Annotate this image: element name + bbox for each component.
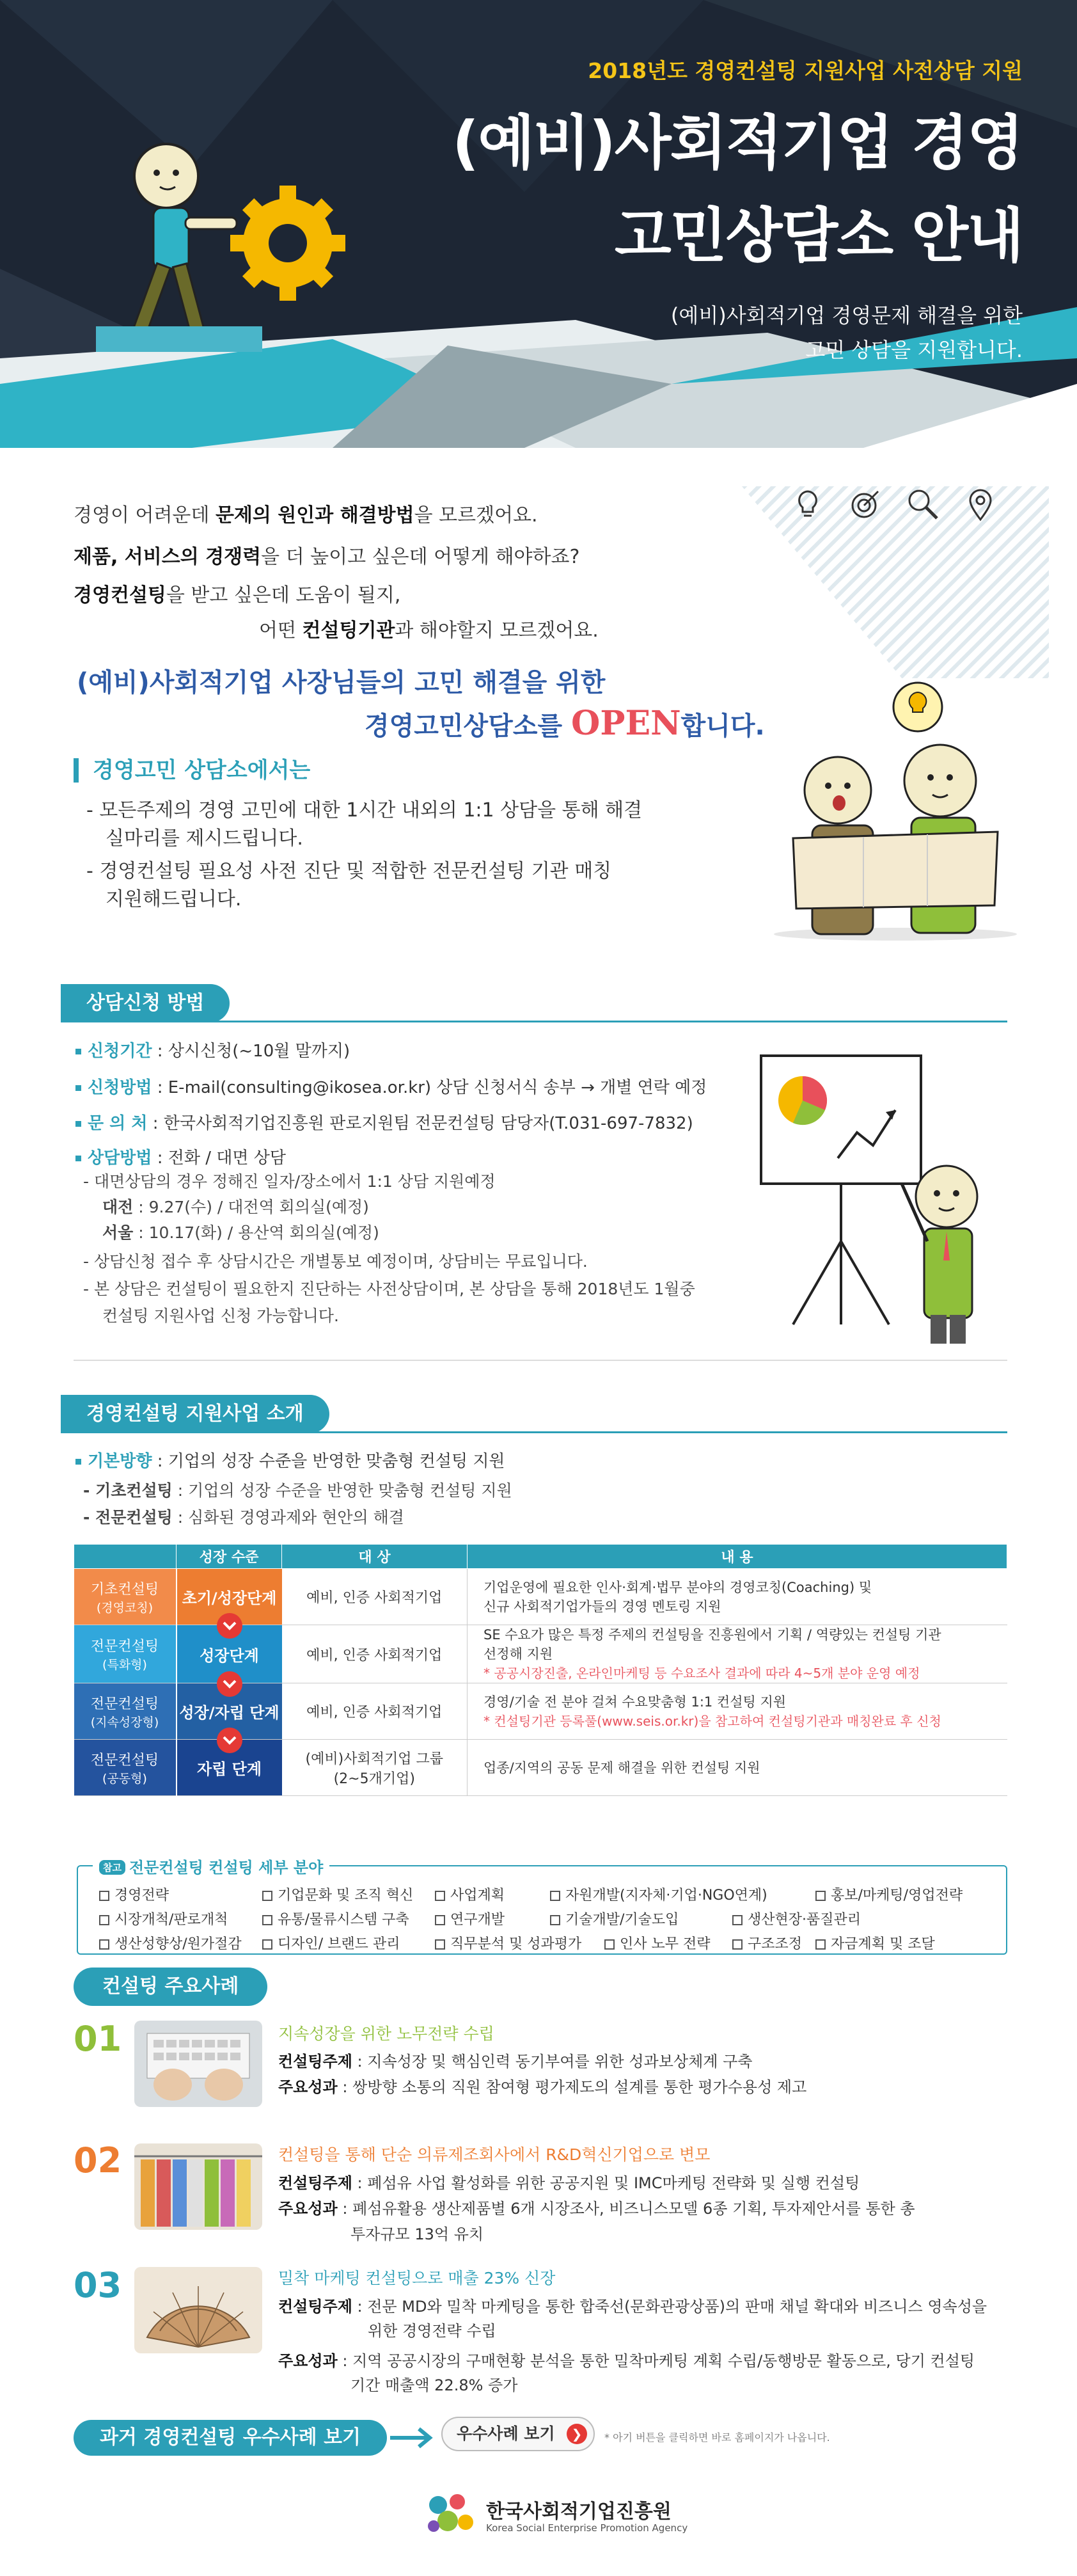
field-item: 사업계획 xyxy=(435,1884,505,1904)
table-cell-type: 기초컨설팅 (경영코칭) xyxy=(74,1569,177,1625)
intro-question-3: 경영컨설팅을 받고 싶은데 도움이 될지, xyxy=(74,584,401,607)
field-item: 생산현장·품질관리 xyxy=(732,1909,861,1928)
table-cell-type: 전문컨설팅 (공동형) xyxy=(74,1740,177,1796)
apply-section-bottom-rule xyxy=(74,1360,1007,1361)
program-basic-consulting: - 기초컨설팅 : 기업의 성장 수준을 반영한 맞춤형 컨설팅 지원 xyxy=(83,1481,512,1500)
chevron-right-icon: ❯ xyxy=(567,2424,587,2444)
footer-org-name: 한국사회적기업진흥원 xyxy=(486,2500,672,2523)
diagonal-stripes-decoration xyxy=(742,486,1049,678)
field-item: 기업문화 및 조직 혁신 xyxy=(262,1884,413,1904)
case-topic-continued: 위한 경영전략 수립 xyxy=(368,2322,496,2340)
field-item: 연구개발 xyxy=(435,1909,505,1928)
table-cell-content: SE 수요가 많은 특정 주제의 컨설팅을 진흥원에서 기획 / 역량있는 컨설팅 기관 선정해 지원 * 공공시장진출, 온라인마케팅 등 수요조사 결과에 따라 4~5개 분야 운영 예정 xyxy=(468,1625,1007,1683)
footer-org-name-en: Korea Social Enterprise Promotion Agency xyxy=(486,2522,688,2534)
field-item: 구조조정 xyxy=(732,1933,802,1953)
field-item: 경영전략 xyxy=(99,1884,169,1904)
counseling-item-1-line2: 실마리를 제시드립니다. xyxy=(106,827,303,850)
apply-period: 신청기간 : 상시신청(~10월 말까지) xyxy=(75,1040,350,1063)
table-header-row xyxy=(74,1545,1007,1569)
program-section-tab: 경영컨설팅 지원사업 소개 xyxy=(61,1395,329,1433)
hero-description-line2: 고민 상담을 지원합니다. xyxy=(805,338,1023,362)
chevron-down-icon xyxy=(217,1728,242,1753)
apply-method: 신청방법 : E-mail(consulting@ikosea.or.kr) 상담 신청서식 송부 → 개별 연락 예정 xyxy=(75,1076,707,1099)
case-image-keyboard xyxy=(134,2021,262,2107)
view-best-cases-button[interactable]: 우수사례 보기 ❯ xyxy=(441,2417,595,2451)
hero-subtitle: 2018년도 경영컨설팅 지원사업 사전상담 지원 xyxy=(588,58,1023,83)
table-cell-target: (예비)사회적기업 그룹 (2~5개기업) xyxy=(282,1740,468,1796)
table-cell-type: 전문컨설팅 (지속성장형) xyxy=(74,1683,177,1740)
gear-icon xyxy=(230,186,345,301)
field-item: 시장개척/판로개척 xyxy=(99,1909,228,1928)
past-cases-note: * 아기 버튼을 클릭하면 바로 홈페이지가 나옵니다. xyxy=(604,2431,830,2444)
table-cell-level: 자립 단계 xyxy=(177,1740,282,1796)
case-title: 지속성장을 위한 노무전략 수립 xyxy=(278,2024,494,2043)
case-image-fan xyxy=(134,2267,262,2353)
program-basic-direction: 기본방향 : 기업의 성장 수준을 반영한 맞춤형 컨설팅 지원 xyxy=(75,1450,505,1473)
consulting-people-illustration xyxy=(767,678,1023,947)
program-special-consulting: - 전문컨설팅 : 심화된 경영과제와 현안의 해결 xyxy=(83,1508,404,1527)
apply-sub-seoul: 서울 : 10.17(화) / 용산역 회의실(예정) xyxy=(102,1223,379,1242)
table-cell-type: 전문컨설팅 (특화형) xyxy=(74,1625,177,1683)
table-header: 대 상 xyxy=(282,1545,468,1569)
field-item: 디자인/ 브랜드 관리 xyxy=(262,1933,400,1953)
table-row xyxy=(74,1683,1007,1740)
case-result: 주요성과 : 폐섬유활용 생산제품별 6개 시장조사, 비즈니스모델 6종 기획, 투자제안서를 통한 총 xyxy=(278,2200,915,2218)
field-item: 유통/물류시스템 구축 xyxy=(262,1909,409,1928)
case-topic: 컨설팅주제 : 지속성장 및 핵심인력 동기부여를 위한 성과보상체계 구축 xyxy=(278,2053,753,2071)
past-cases-label: 과거 경영컨설팅 우수사례 보기 xyxy=(74,2420,387,2456)
hero-title-line1: (예비)사회적기업 경영 xyxy=(452,109,1023,177)
presenter-chart-illustration xyxy=(755,1049,1023,1350)
table-cell-content: 기업운영에 필요한 인사·회계·법무 분야의 경영코칭(Coaching) 및 신규 사회적기업가들의 경영 멘토링 지원 xyxy=(468,1569,1007,1625)
field-item: 자원개발(지자체·기업·NGO연계) xyxy=(550,1884,767,1904)
table-cell-target: 예비, 인증 사회적기업 xyxy=(282,1683,468,1740)
target-icon xyxy=(847,486,883,522)
field-item: 자금계획 및 조달 xyxy=(815,1933,935,1953)
case-number: 03 xyxy=(74,2265,122,2305)
apply-sub-4: 컨설팅 지원사업 신청 가능합니다. xyxy=(102,1307,339,1325)
field-item: 생산성향상/원가절감 xyxy=(99,1933,242,1953)
field-item: 기술개발/기술도입 xyxy=(550,1909,679,1928)
case-result: 주요성과 : 지역 공공시장의 구매현황 분석을 통한 밀착마케팅 계획 수립/동행방문 활동으로, 당기 컨설팅 xyxy=(278,2352,975,2370)
table-cell-target: 예비, 인증 사회적기업 xyxy=(282,1625,468,1683)
intro-question-2: 제품, 서비스의 경쟁력을 더 높이고 싶은데 어떻게 해야하죠? xyxy=(74,546,580,568)
intro-question-1: 경영이 어려운데 문제의 원인과 해결방법을 모르겠어요. xyxy=(74,504,538,527)
table-cell-level: 초기/성장단계 xyxy=(177,1569,282,1625)
consulting-fields-title: 참고 전문컨설팅 컨설팅 세부 분야 xyxy=(93,1855,329,1877)
chevron-down-icon xyxy=(217,1671,242,1697)
apply-sub-2: - 상담신청 접수 후 상담시간은 개별통보 예정이며, 상담비는 무료입니다. xyxy=(83,1252,588,1271)
case-topic: 컨설팅주제 : 폐섬유 사업 활성화를 위한 공공지원 및 IMC마케팅 전략화 및 실행 컨설팅 xyxy=(278,2174,860,2192)
apply-contact: 문 의 처 : 한국사회적기업진흥원 판로지원팀 전문컨설팅 담당자(T.031-697-7832) xyxy=(75,1112,693,1135)
lightbulb-icon xyxy=(790,486,826,522)
table-header: 성장 수준 xyxy=(177,1545,282,1569)
case-image-clothing xyxy=(134,2143,262,2230)
character-pushing-gear-illustration xyxy=(96,141,397,358)
counseling-center-heading: 경영고민 상담소에서는 xyxy=(74,758,310,783)
case-number: 02 xyxy=(74,2140,122,2181)
table-row xyxy=(74,1625,1007,1683)
location-pin-icon xyxy=(963,486,998,522)
case-result: 주요성과 : 쌍방향 소통의 직원 참여형 평가제도의 설계를 통한 평가수용성 제고 xyxy=(278,2078,807,2096)
intro-question-4: 어떤 컨설팅기관과 해야할지 모르겠어요. xyxy=(259,619,599,642)
cases-section-tab: 컨설팅 주요사례 xyxy=(74,1968,267,2006)
case-title: 밀착 마케팅 컨설팅으로 매출 23% 신장 xyxy=(278,2269,556,2287)
field-item: 홍보/마케팅/영업전략 xyxy=(815,1884,963,1904)
counseling-item-2-line2: 지원해드립니다. xyxy=(106,888,242,910)
chevron-down-icon xyxy=(217,1613,242,1639)
table-cell-content: 경영/기술 전 분야 걸쳐 수요맞춤형 1:1 컨설팅 지원 * 컨설팅기관 등록풀(www.seis.or.kr)을 참고하여 컨설팅기관과 매칭완료 후 신청 xyxy=(468,1683,1007,1740)
kosea-logo-icon xyxy=(422,2489,480,2540)
search-icon xyxy=(905,486,941,522)
table-cell-target: 예비, 인증 사회적기업 xyxy=(282,1569,468,1625)
table-header: 내 용 xyxy=(468,1545,1007,1569)
apply-way: 상담방법 : 전화 / 대면 상담 xyxy=(75,1147,286,1170)
apply-section-tab: 상담신청 방법 xyxy=(61,984,230,1022)
table-row xyxy=(74,1569,1007,1625)
case-topic: 컨설팅주제 : 전문 MD와 밀착 마케팅을 통한 합죽선(문화관광상품)의 판매 채널 확대와 비즈니스 영속성을 xyxy=(278,2298,987,2316)
table-cell-level: 성장단계 xyxy=(177,1625,282,1683)
apply-sub-3: - 본 상담은 컨설팅이 필요한지 진단하는 사전상담이며, 본 상담을 통해 2018년도 1월중 xyxy=(83,1280,695,1298)
hero-description-line1: (예비)사회적기업 경영문제 해결을 위한 xyxy=(670,303,1023,328)
program-table xyxy=(74,1544,1007,1796)
case-number: 01 xyxy=(74,2019,122,2059)
counseling-item-1-line1: - 모든주제의 경영 고민에 대한 1시간 내외의 1:1 상담을 통해 해결 xyxy=(86,799,643,822)
counseling-item-2-line1: - 경영컨설팅 필요성 사전 진단 및 적합한 전문컨설팅 기관 매칭 xyxy=(86,860,612,882)
table-row xyxy=(74,1740,1007,1796)
case-result-continued: 투자규모 13억 유치 xyxy=(350,2225,484,2243)
case-title: 컨설팅을 통해 단순 의류제조회사에서 R&D혁신기업으로 변모 xyxy=(278,2145,711,2164)
open-announcement-line1: (예비)사회적기업 사장님들의 고민 해결을 위한 xyxy=(77,668,606,697)
hero-title-line2: 고민상담소 안내 xyxy=(614,202,1023,270)
table-header xyxy=(74,1545,177,1569)
field-item: 인사 노무 전략 xyxy=(604,1933,711,1953)
reference-badge: 참고 xyxy=(99,1860,125,1875)
field-item: 직무분석 및 성과평가 xyxy=(435,1933,581,1953)
arrow-right-icon xyxy=(390,2425,435,2451)
case-result-continued: 기간 매출액 22.8% 증가 xyxy=(350,2376,518,2394)
hero-banner xyxy=(0,0,1077,448)
apply-sub-1: - 대면상담의 경우 정해진 일자/장소에서 1:1 상담 지원예정 xyxy=(83,1172,496,1191)
apply-sub-daejeon: 대전 : 9.27(수) / 대전역 회의실(예정) xyxy=(102,1198,369,1216)
table-cell-level: 성장/자립 단계 xyxy=(177,1683,282,1740)
table-cell-content: 업종/지역의 공동 문제 해결을 위한 컨설팅 지원 xyxy=(468,1740,1007,1796)
open-announcement-line2: 경영고민상담소를 OPEN합니다. xyxy=(365,704,765,743)
